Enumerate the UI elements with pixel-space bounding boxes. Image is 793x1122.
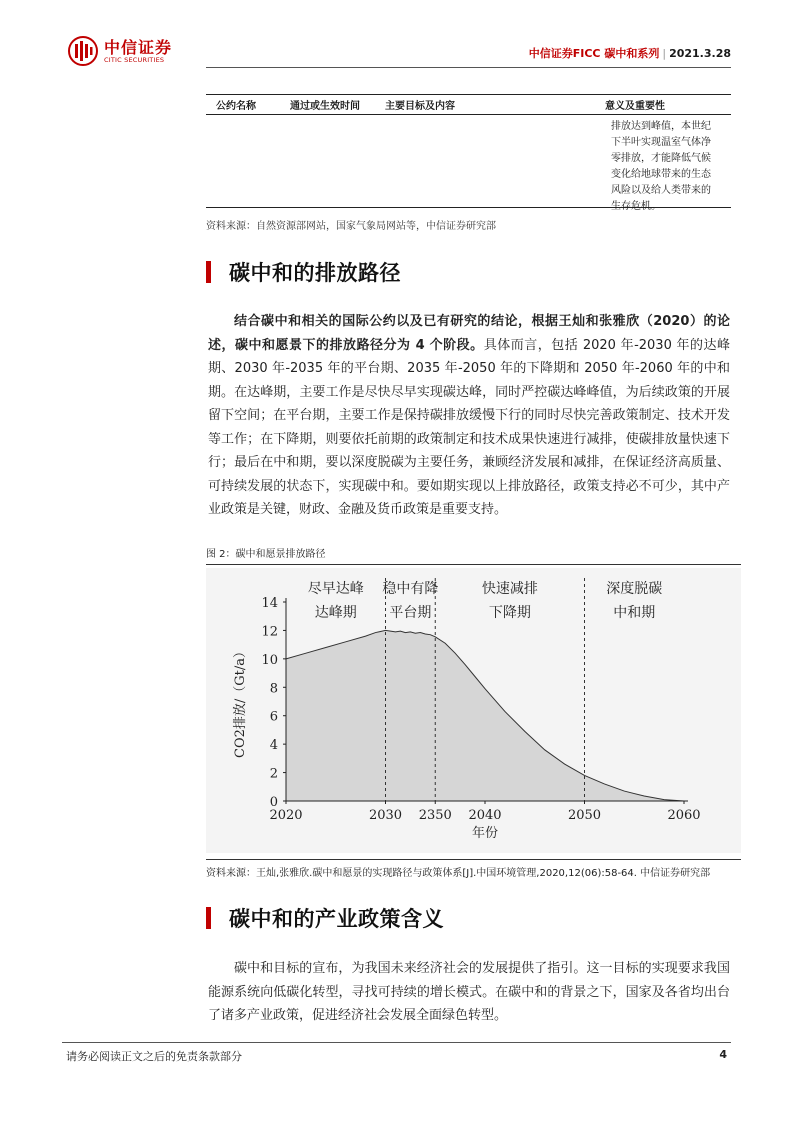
emission-path-paragraph bbox=[208, 310, 730, 522]
x-tick-label: 2040 bbox=[468, 808, 502, 823]
y-tick-label: 6 bbox=[269, 709, 278, 725]
logo-chinese-name: 中信证券 bbox=[104, 37, 173, 57]
x-tick-label: 2030 bbox=[368, 808, 403, 823]
phase-name-label: 平台期 bbox=[389, 605, 432, 621]
y-tick-label: 0 bbox=[269, 795, 278, 810]
header-divider bbox=[206, 67, 731, 68]
y-tick-label: 8 bbox=[269, 681, 278, 697]
significance-line: 生存危机。 bbox=[611, 201, 661, 212]
industrial-policy-paragraph: 碳中和目标的宣布，为我国未来经济社会的发展提供了指引。这一目标的实现要求我国能源系统向低碳化转型，寻找可持续的增长模式。在碳中和的背景之下，国家及各省均出台了诸多产业政策，促进经济社会发展全面绿色转型。 bbox=[208, 961, 730, 1023]
emission-path-chart bbox=[206, 568, 741, 853]
report-series-header bbox=[529, 45, 731, 61]
footer-divider bbox=[62, 1042, 731, 1043]
x-tick-label: 2020 bbox=[269, 808, 303, 823]
y-tick-label: 12 bbox=[261, 624, 278, 640]
phase-name-label: 达峰期 bbox=[314, 605, 357, 621]
y-tick-label: 10 bbox=[261, 652, 278, 668]
table-source-note: 资料来源：自然资源部网站，国家气象局网站等，中信证券研究部 bbox=[206, 221, 496, 232]
significance-line: 变化给地球带来的生态 bbox=[611, 169, 711, 180]
x-tick-label: 2050 bbox=[567, 808, 602, 823]
citic-logo-icon bbox=[68, 36, 98, 66]
header-separator: | bbox=[662, 47, 667, 60]
section-heading-emission-path bbox=[206, 257, 401, 287]
header-significance: 意义及重要性 bbox=[605, 101, 665, 112]
header-convention-name: 公约名称 bbox=[216, 101, 256, 112]
table-empty-cells bbox=[206, 115, 611, 207]
phase-strategy-label: 深度脱碳 bbox=[606, 581, 663, 597]
report-date: 2021.3.28 bbox=[669, 47, 731, 60]
significance-line: 下半叶实现温室气体净 bbox=[611, 137, 711, 148]
page-number: 4 bbox=[719, 1048, 727, 1061]
figure-caption: 图 2：碳中和愿景排放路径 bbox=[206, 545, 741, 565]
section-marker bbox=[206, 907, 211, 929]
logo-english-name: CITIC SECURITIES bbox=[104, 55, 165, 64]
section-heading-industrial-policy bbox=[206, 903, 444, 933]
significance-line: 风险以及给人类带来的 bbox=[611, 185, 711, 196]
paragraph-lead-bold: 结合碳中和相关的国际公约以及已有研究的结论，根据王灿和张雅欣（2020）的论述，碳中和愿景下的排放路径分为 4 个阶段。 bbox=[208, 314, 730, 353]
x-tick-label: 2350 bbox=[418, 808, 452, 823]
header-goals: 主要目标及内容 bbox=[385, 101, 455, 112]
x-tick-label: 2060 bbox=[667, 808, 701, 823]
phase-strategy-label: 尽早达峰 bbox=[307, 581, 364, 597]
section-title: 碳中和的排放路径 bbox=[229, 261, 401, 285]
significance-cell bbox=[611, 115, 731, 212]
report-series: 中信证券FICC 碳中和系列 bbox=[528, 47, 660, 60]
phase-name-label: 中和期 bbox=[613, 605, 656, 621]
y-tick-label: 14 bbox=[261, 596, 278, 611]
paragraph-body: 具体而言，包括 2020 年-2030 年的达峰期、2030 年-2035 年的平台期、2035 年-2050 年的下降期和 2050 年-2060 年的中和期。在达峰期，主要工作是尽快尽早实现碳达峰，同时严控碳达峰峰值，为后续政策的开展留下空间；在平台期，主要工作是保持碳排放缓慢下行的同时尽快完善政策制定、技术开发等工作；在下降期，则要依托前期的政策制定和技术成果快速进行减排，使碳排放量快速下行；最后在中和期，要以深度脱碳为主要任务，兼顾经济发展和减排，在保证经济高质量、可持续发展的状态下，实现碳中和。要如期实现以上排放路径，政策支持必不可少，其中产业政策是关键，财政、金融及货币政策是重要支持。 bbox=[208, 337, 730, 517]
significance-line: 零排放，才能降低气候 bbox=[611, 153, 711, 164]
phase-strategy-label: 快速减排 bbox=[481, 581, 538, 597]
y-tick-label: 2 bbox=[269, 766, 278, 782]
table-row bbox=[206, 115, 731, 212]
section-title: 碳中和的产业政策含义 bbox=[229, 907, 444, 931]
phase-strategy-label: 稳中有降 bbox=[382, 581, 439, 597]
header-adopted-time: 通过或生效时间 bbox=[290, 101, 360, 112]
policy-table bbox=[206, 94, 731, 212]
significance-line: 排放达到峰值，本世纪 bbox=[611, 121, 711, 132]
figure-source-note: 资料来源：王灿,张雅欣.碳中和愿景的实现路径与政策体系[J].中国环境管理,2020,12(06):58-64. 中信证券研究部 bbox=[206, 859, 741, 879]
y-axis-label: CO2排放/（Gt/a） bbox=[233, 645, 248, 758]
disclaimer-note: 请务必阅读正文之后的免责条款部分 bbox=[66, 1050, 242, 1063]
x-axis-label: 年份 bbox=[471, 826, 499, 841]
section-marker bbox=[206, 261, 211, 283]
phase-name-label: 下降期 bbox=[488, 605, 531, 621]
company-logo bbox=[68, 36, 172, 66]
y-tick-label: 4 bbox=[269, 738, 278, 754]
table-header-row bbox=[206, 94, 731, 115]
